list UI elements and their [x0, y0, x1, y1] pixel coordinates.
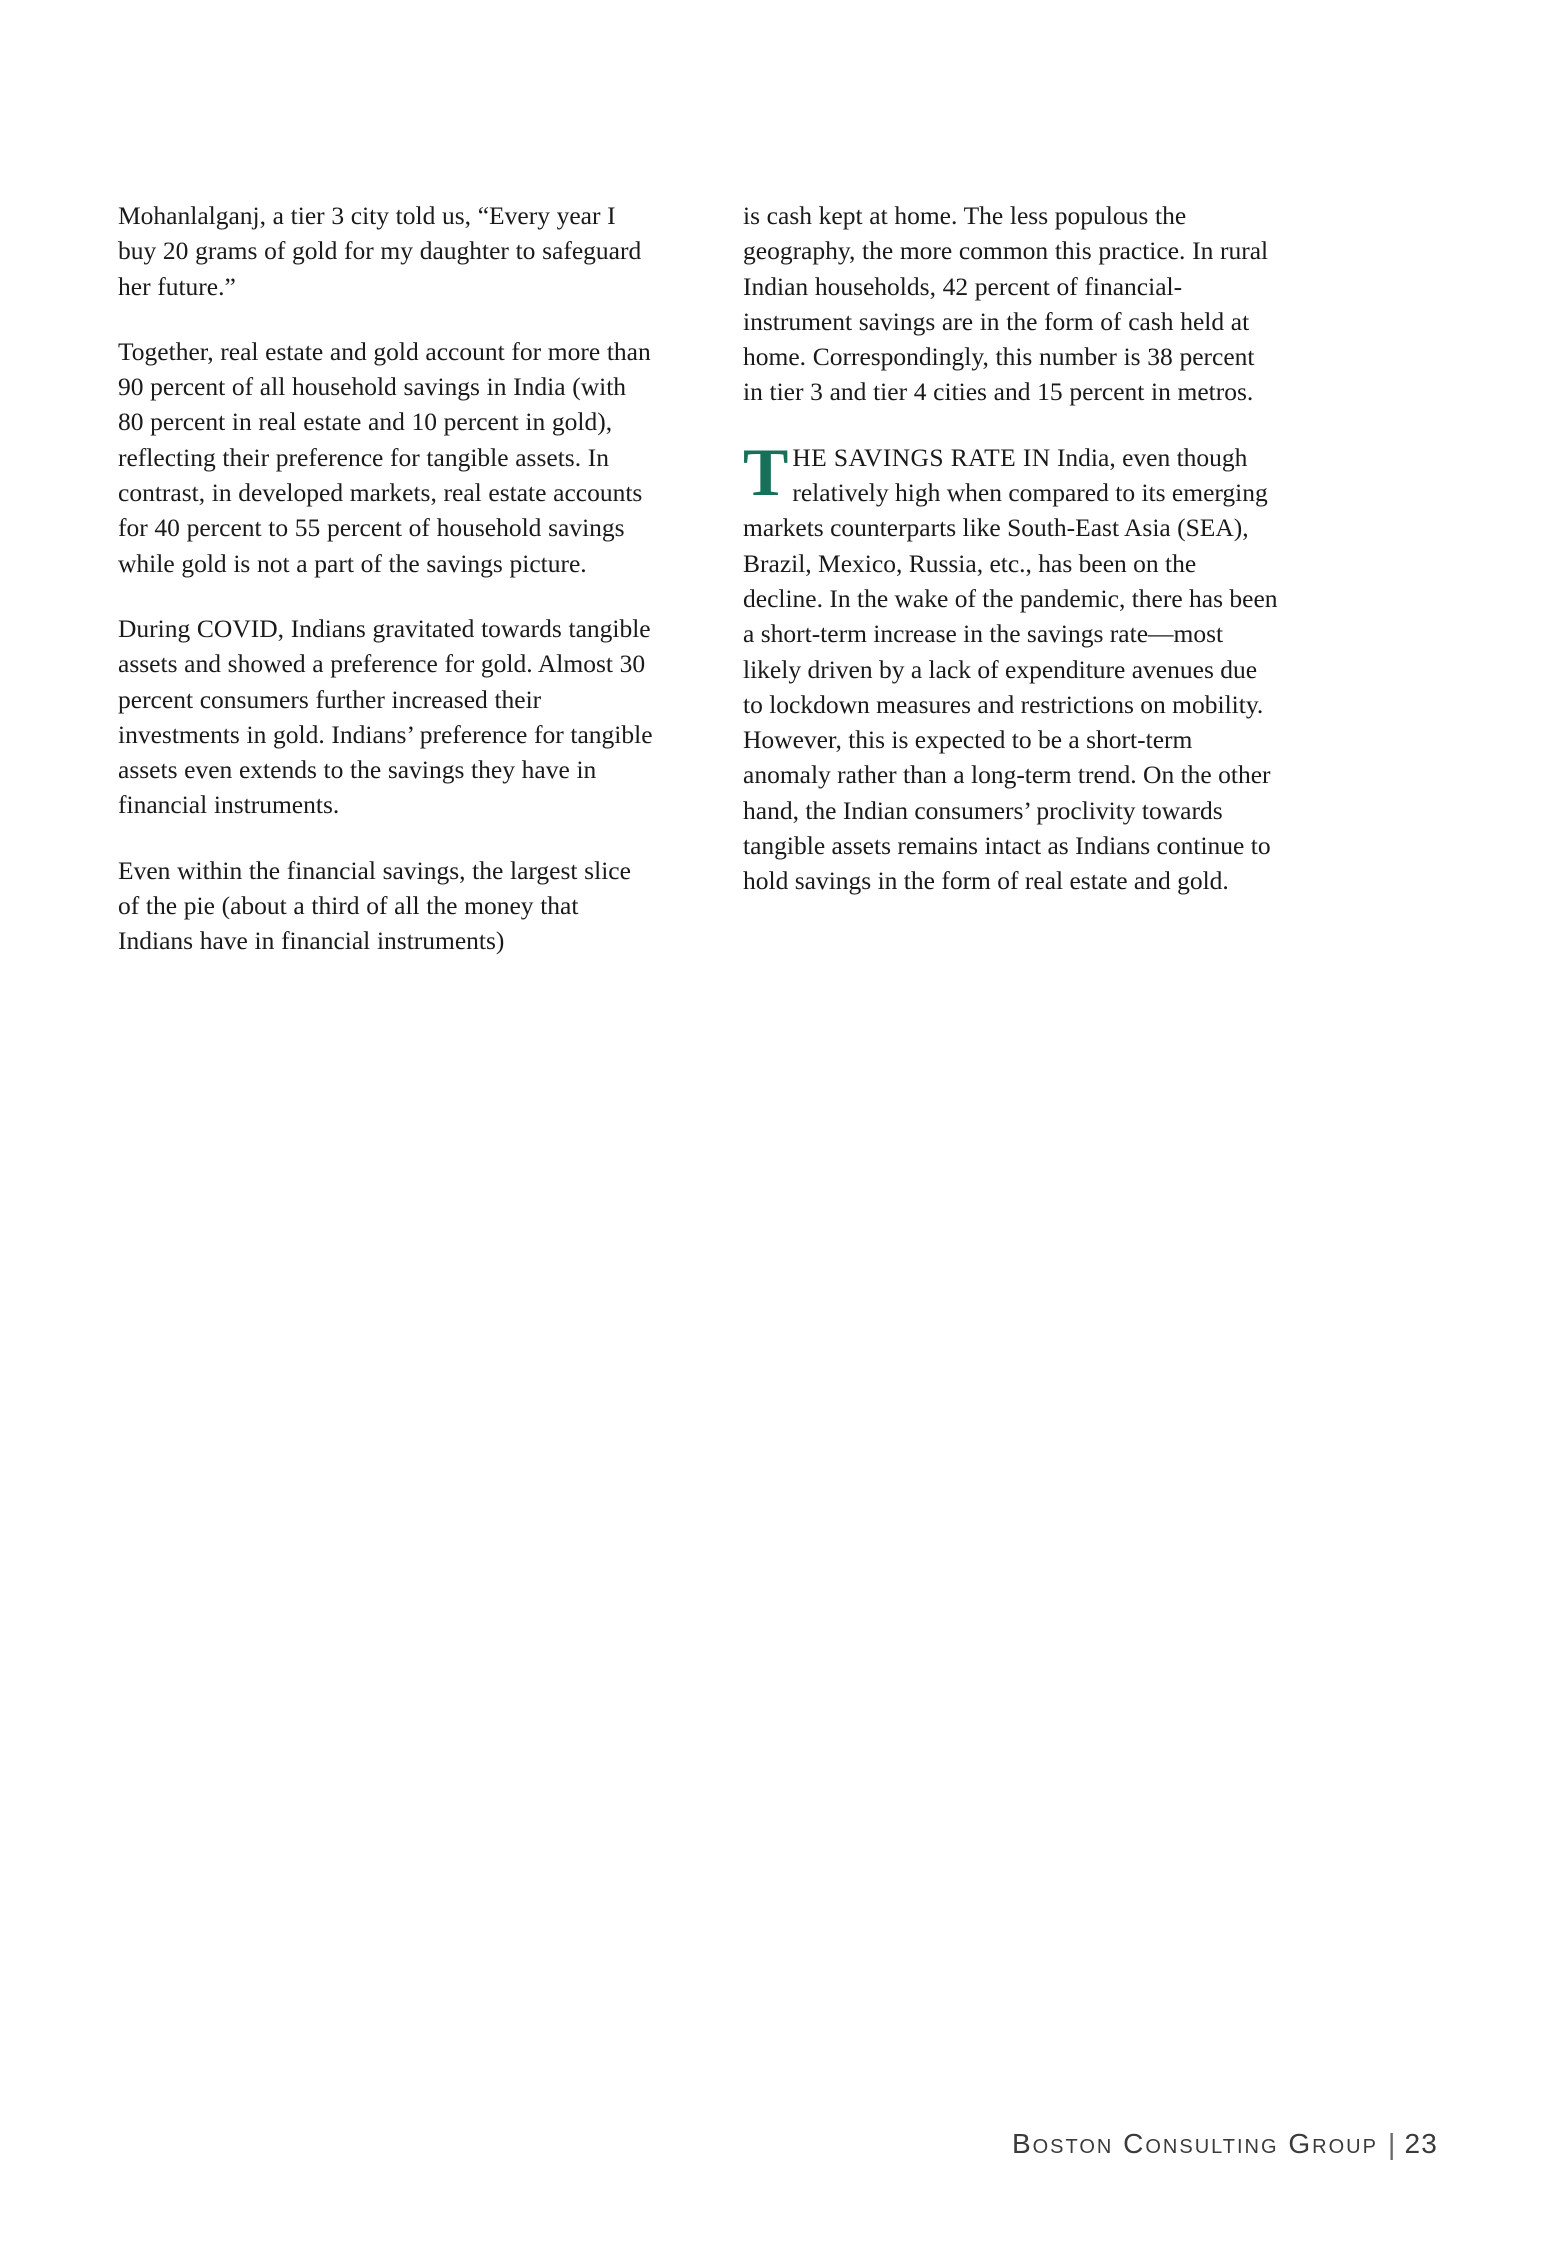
paragraph: During COVID, Indians gravitated towards tangible assets and showed a preference for gold. Almost 30 percent consumers further increased their investments in gold. Indians’ preference for tangible assets even extends to the savings they have in financial instruments. — [118, 613, 653, 820]
paragraph: Mohanlalganj, a tier 3 city told us, “Every year I buy 20 grams of gold for my daughter to safeguard her future.” — [118, 201, 642, 301]
small-caps-lead-in: HE SAVINGS RATE IN — [792, 442, 1051, 472]
footer-brand-name: Boston Consulting Group — [1011, 2128, 1378, 2159]
dropcap-paragraph — [743, 433, 1278, 899]
paragraph: Even within the financial savings, the largest slice of the pie (about a third of all the money that Indians have in financial instruments) — [118, 855, 631, 956]
footer-page-number: 23 — [1404, 2128, 1438, 2159]
page-footer — [0, 2128, 1560, 2161]
right-column — [743, 198, 1278, 959]
paragraph: is cash kept at home. The less populous the geography, the more common this practice. In rural Indian households, 42 percent of financial-instrument savings are in the form of cash held at home. Correspondingly, this number is 38 percent in tier 3 and tier 4 cities and 15 percent in metros. — [743, 201, 1269, 407]
left-column — [118, 198, 653, 959]
drop-cap-letter: T — [743, 433, 789, 510]
footer-separator: | — [1387, 2129, 1396, 2161]
paragraph-body: India, even though relatively high when compared to its emerging markets counterparts like South-East Asia (SEA), Brazil, Mexico, Russia, etc., has been on the decline. In the wake of the pandemic, there has been a short-term increase in the savings rate—most likely driven by a lack of expenditure avenues due to lockdown measures and restrictions on mobility. However, this is expected to be a short-term anomaly rather than a long-term trend. On the other hand, the Indian consumers’ proclivity towards tangible assets remains intact as Indians continue to hold savings in the form of real estate and gold. — [743, 442, 1278, 896]
paragraph: Together, real estate and gold account for more than 90 percent of all household savings in India (with 80 percent in real estate and 10 percent in gold), reflecting their preference for tangible assets. In contrast, in developed markets, real estate accounts for 40 percent to 55 percent of household savings while gold is not a part of the savings picture. — [118, 336, 651, 578]
two-column-body — [118, 198, 1278, 959]
